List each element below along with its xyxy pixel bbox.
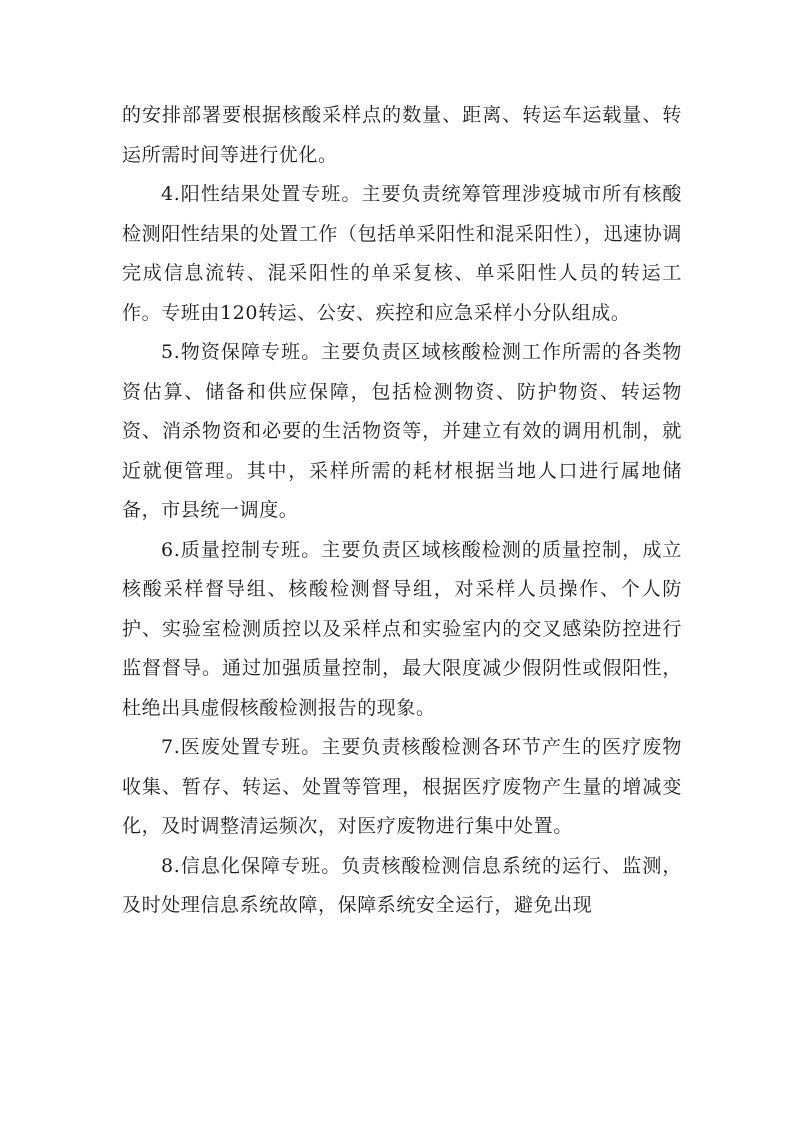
paragraph-positive-results-team: 4.阳性结果处置专班。主要负责统筹管理涉疫城市所有核酸检测阳性结果的处置工作（包括单采阳性和混采阳性），迅速协调完成信息流转、混采阳性的单采复核、单采阳性人员的转运工作。专班由120转运、公安、疾控和应急采样小分队组成。 [122, 183, 682, 324]
paragraph-supplies-team: 5.物资保障专班。主要负责区域核酸检测工作所需的各类物资估算、储备和供应保障，包括检测物资、防护物资、转运物资、消杀物资和必要的生活物资等，并建立有效的调用机制，就近就便管理。其中，采样所需的耗材根据当地人口进行属地储备，市县统一调度。 [122, 341, 682, 521]
document-page [122, 96, 682, 926]
paragraph-continuation: 的安排部署要根据核酸采样点的数量、距离、转运车运载量、转运所需时间等进行优化。 [122, 104, 682, 166]
paragraph-information-team: 8.信息化保障专班。负责核酸检测信息系统的运行、监测，及时处理信息系统故障，保障系统安全运行，避免出现 [122, 854, 682, 916]
paragraph-quality-control-team: 6.质量控制专班。主要负责区域核酸检测的质量控制，成立核酸采样督导组、核酸检测督导组，对采样人员操作、个人防护、实验室检测质控以及采样点和实验室内的交叉感染防控进行监督督导。通过加强质量控制，最大限度减少假阴性或假阳性，杜绝出具虚假核酸检测报告的现象。 [122, 538, 682, 719]
paragraph-medical-waste-team: 7.医废处置专班。主要负责核酸检测各环节产生的医疗废物收集、暂存、转运、处置等管理，根据医疗废物产生量的增减变化，及时调整清运频次，对医疗废物进行集中处置。 [122, 736, 682, 837]
